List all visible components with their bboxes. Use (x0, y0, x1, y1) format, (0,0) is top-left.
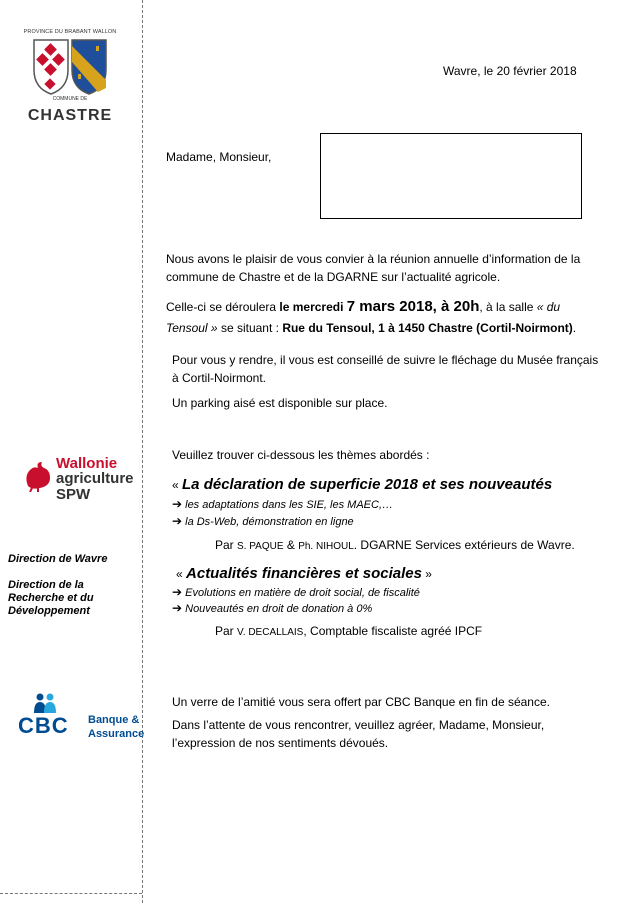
arrow-right-icon: ➔ (172, 514, 183, 528)
crest-name: CHASTRE (27, 107, 113, 124)
theme1-bullet (172, 495, 602, 514)
address-box (320, 133, 582, 219)
when-mid: , à la salle (479, 300, 537, 314)
when-day: le mercredi (279, 300, 347, 314)
theme1-bullet-text: la Ds-Web, démonstration en ligne (185, 516, 354, 528)
sidebar-bottom-divider (0, 893, 142, 894)
when-prefix: Celle-ci se déroulera (166, 300, 280, 314)
crest-province-text: PROVINCE DU BRABANT WALLON (23, 29, 117, 35)
theme1-by: Par (215, 538, 238, 552)
themes-intro: Veuillez trouver ci-dessous les thèmes abordés : (172, 448, 430, 462)
meeting-date: 7 mars 2018, à 20h (346, 298, 480, 315)
theme2-speaker (215, 622, 595, 640)
wallonie-label: Wallonie (56, 455, 118, 472)
arrow-right-icon: ➔ (172, 601, 183, 615)
speaker-decallais: V. DECALLAIS (237, 627, 304, 638)
cbc-figures-icon (26, 693, 66, 713)
when-located: se situant : (217, 320, 283, 335)
theme2-close-quote: » (421, 567, 432, 581)
speaker-paque: S. PAQUE (237, 541, 284, 552)
theme2-bullet (172, 599, 602, 618)
theme2-by: Par (215, 624, 238, 638)
theme2-title-text: Actualités financières et sociales (186, 565, 422, 582)
theme1-open-quote: « (172, 478, 183, 492)
theme1-bullet-text: les adaptations dans les SIE, les MAEC,… (185, 499, 394, 511)
intro-paragraph: Nous avons le plaisir de vous convier à la réunion annuelle d’information de la commune de Chastre et de la DGARNE sur l’actualité agricole. (166, 252, 581, 284)
theme2-role: , Comptable fiscaliste agréé IPCF (303, 624, 483, 638)
spw-label: SPW (56, 486, 91, 503)
sidebar-divider (142, 0, 143, 903)
drink-paragraph: Un verre de l’amitié vous sera offert par CBC Banque en fin de séance. (172, 695, 550, 709)
theme2-open-quote: « (176, 567, 187, 581)
speaker-nihoul: Ph. NIHOUL (298, 541, 354, 552)
theme1-amp: & (283, 538, 299, 552)
cbc-tagline-line1: Banque & (88, 714, 140, 726)
cbc-name: CBC (18, 713, 69, 738)
cbc-logo (18, 693, 145, 743)
theme1-bullet (172, 512, 602, 531)
theme1-org: . DGARNE Services extérieurs de Wavre. (353, 538, 575, 552)
direction-wavre: Direction de Wavre (8, 553, 108, 565)
wallonie-agriculture-logo (22, 456, 132, 512)
hall-name: « du Tensoul » (166, 300, 561, 335)
directions-paragraph: Pour vous y rendre, il vous est conseillé de suivre le fléchage du Musée français à Cortil-Noirmont. (172, 353, 599, 385)
theme1-speakers (215, 536, 595, 554)
arrow-right-icon: ➔ (172, 497, 183, 511)
parking-paragraph: Un parking aisé est disponible sur place. (172, 396, 388, 410)
theme1-title (172, 474, 602, 497)
letter-date: Wavre, le 20 février 2018 (443, 64, 577, 78)
when-end: . (572, 320, 577, 335)
direction-block (8, 553, 134, 631)
arrow-right-icon: ➔ (172, 585, 183, 599)
agriculture-label: agriculture (56, 470, 134, 487)
closing-paragraph: Dans l’attente de vous rencontrer, veuillez agréer, Madame, Monsieur, l’expression de nos sentiments dévoués. (172, 718, 545, 750)
chastre-crest-logo (18, 28, 122, 128)
theme1-title-text: La déclaration de superficie 2018 et ses nouveautés (182, 476, 553, 493)
salutation: Madame, Monsieur, (166, 150, 272, 164)
theme2-bullet-text: Nouveautés en droit de donation à 0% (185, 603, 373, 615)
theme2-bullet-text: Evolutions en matière de droit social, de fiscalité (185, 587, 420, 599)
cbc-tagline-line2: Assurance (88, 728, 145, 740)
meeting-address: Rue du Tensoul, 1 à 1450 Chastre (Cortil-Noirmont) (282, 320, 573, 335)
crest-commune-text: COMMUNE DE (52, 96, 88, 102)
direction-recherche: Direction de la Recherche et du Développement (8, 579, 94, 617)
crest-shields-icon (32, 36, 108, 96)
cbc-tagline (88, 713, 144, 741)
rooster-icon (22, 460, 54, 492)
meeting-details-paragraph (166, 296, 596, 337)
